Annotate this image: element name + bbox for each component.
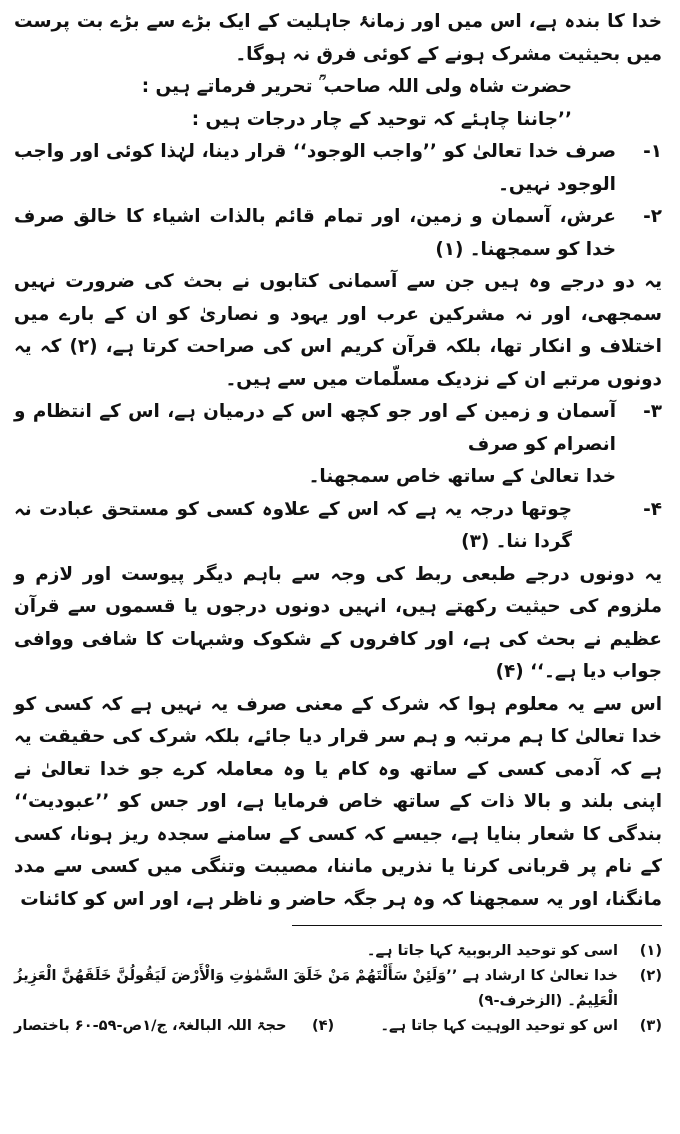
list-text: عرش، آسمان و زمین، اور تمام قائم بالذات اشیاء کا خالق صرف خدا کو سمجھنا۔ (۱) <box>14 206 616 260</box>
list-number: ۳- <box>643 401 662 422</box>
footnote-number: (۱) <box>639 942 662 959</box>
list-text: چوتھا درجہ یہ ہے کہ اس کے علاوہ کسی کو مستحق عبادت نہ گردا ننا۔ (۳) <box>14 498 572 552</box>
footnote-number: (۳) <box>639 1017 662 1034</box>
footnote-separator <box>292 925 662 926</box>
paragraph-first-two-degrees: یہ دو درجے وہ ہیں جن سے آسمانی کتابوں نے بحث کی ضرورت نہیں سمجھی، اور نہ مشرکین عرب اور یہود و نصاریٰ کو ان کے بارے میں اختلاف و انکار تھا، بلکہ قرآن کریم اس کی صراحت کرتا ہے، (۲) کہ یہ دونوں مرتبے ان کے نزدیک مسلّمات میں سے ہیں۔ <box>14 271 662 390</box>
list-item-2 <box>14 201 662 266</box>
list-number: ۴- <box>643 498 662 520</box>
footnote-number: (۲) <box>639 967 662 984</box>
list-item-3 <box>14 396 662 494</box>
footnote-3-text: اس کو توحید الوہیت کہا جاتا ہے۔ <box>380 1017 618 1034</box>
footnote-text-line-1: خدا تعالیٰ کا ارشاد ہے ’’وَلَئِنْ سَأَلْتَهُمْ مَنْ خَلَقَ السَّمٰوٰتِ وَالْأَرْضَ لَيَقُولُنَّ خَلَقَهُنَّ الْعَزِيزُ <box>14 967 618 984</box>
footnotes <box>14 938 662 1038</box>
main-text <box>14 6 662 916</box>
footnote-separator-wrap <box>14 925 662 926</box>
footnote-3-4-content <box>14 1013 618 1038</box>
footnote-4 <box>14 1013 334 1038</box>
footnote-text: اسی کو توحید الربوبیۃ کہا جاتا ہے۔ <box>366 942 618 959</box>
list-text <box>14 396 616 494</box>
paragraph-last-two-degrees: یہ دونوں درجے طبعی ربط کی وجہ سے باہم دیگر پیوست اور لازم و ملزوم کی حیثیت رکھتے ہیں، انہیں دونوں درجوں یا قسموں سے قرآن عظیم نے بحث کی ہے، اور کافروں کے شکوک وشبہات کا شافی ووافی جواب دیا ہے۔‘‘ (۴) <box>14 563 662 682</box>
list-number: ۱- <box>643 141 662 162</box>
list-item-1 <box>14 136 662 201</box>
paragraph-opening: خدا کا بندہ ہے، اس میں اور زمانۂ جاہلیت کے ایک بڑے سے بڑے بت پرست میں بحیثیت مشرک ہونے کے کوئی فرق نہ ہوگا۔ <box>14 11 662 65</box>
footnote-number: (۴) <box>311 1017 335 1034</box>
list-text-line-1: آسمان و زمین کے اور جو کچھ اس کے درمیان ہے، اس کے انتظام و انصرام کو صرف <box>14 401 616 455</box>
paragraph-shah-waliullah: حضرت شاہ ولی اللہ صاحب ؒ تحریر فرماتے ہیں : <box>141 76 572 97</box>
list-text-line-2: خدا تعالیٰ کے ساتھ خاص سمجھنا۔ <box>308 466 616 487</box>
list-item-4 <box>14 494 662 559</box>
footnote-4-text: حجۃ اللہ البالغۃ، ج/۱ص-۵۹-۶۰ باختصار <box>14 1017 287 1034</box>
footnote-1 <box>14 938 662 963</box>
footnote-3-4-row <box>14 1013 662 1038</box>
list-number: ۲- <box>643 206 662 227</box>
list-text: صرف خدا تعالیٰ کو ’’واجب الوجود‘‘ قرار دینا، لہٰذا کوئی اور واجب الوجود نہیں۔ <box>14 141 616 195</box>
footnote-text <box>14 963 618 1013</box>
paragraph-meaning-of-shirk: اس سے یہ معلوم ہوا کہ شرک کے معنی صرف یہ نہیں ہے کہ کسی کو خدا تعالیٰ کا ہم مرتبہ و ہم سر قرار دیا جائے، بلکہ شرک کی حقیقت یہ ہے کہ آدمی کسی کے ساتھ وہ کام یا وہ معاملہ کرے جو خدا تعالیٰ نے اپنی بلند و بالا ذات کے ساتھ خاص فرمایا ہے، اور جس کو ’’عبودیت‘‘ بندگی کا شعار بنایا ہے، جیسے کہ کسی کے سامنے سجدہ ریز ہونا، کسی کے نام پر قربانی کرنا یا نذریں ماننا، مصیبت وتنگی میں کسی سے مدد مانگنا، اور یہ سمجھنا کہ وہ ہر جگہ حاضر و ناظر ہے، اور اس کو کائنات <box>14 693 662 910</box>
footnote-text-line-2: الْعَلِيمُ۔ (الزخرف-۹) <box>477 992 618 1009</box>
paragraph-quote-intro: ’’جاننا چاہئے کہ توحید کے چار درجات ہیں : <box>191 108 572 130</box>
footnote-2 <box>14 963 662 1013</box>
